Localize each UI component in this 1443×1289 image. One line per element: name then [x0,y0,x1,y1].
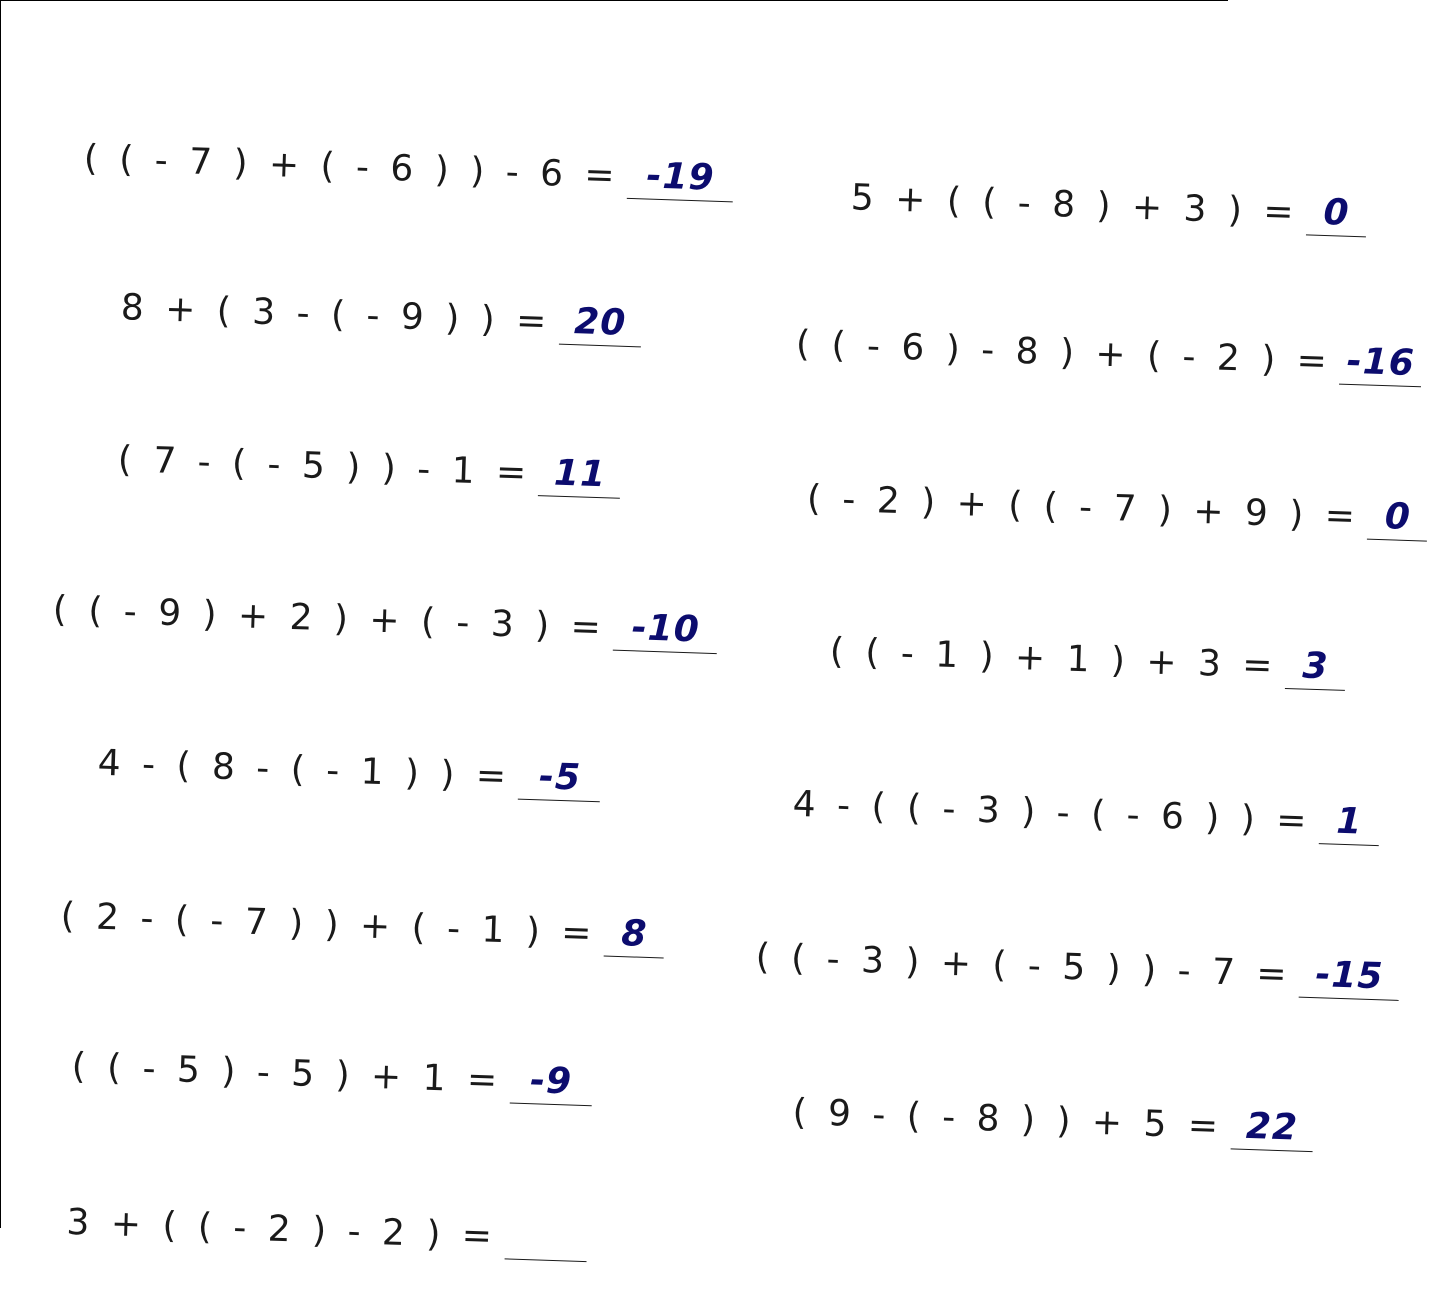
answer-blank[interactable] [1230,1104,1313,1152]
problem-expression: ( 9 - ( - 8 ) ) + 5 = [791,1091,1224,1148]
answer-value: 20 [573,301,628,344]
problem-left-8 [66,1200,588,1262]
problem-left-1 [83,136,734,203]
answer-value: -9 [529,1060,573,1103]
problem-right-5 [792,782,1380,846]
problem-left-5 [97,741,602,803]
answer-value: -15 [1314,954,1385,998]
answer-value: 1 [1335,800,1364,843]
problem-expression: ( ( - 9 ) + 2 ) + ( - 3 ) = [52,589,607,649]
problem-expression: 4 - ( 8 - ( - 1 ) ) = [97,742,512,798]
answer-value: 22 [1245,1105,1299,1149]
problem-right-7 [792,1090,1314,1152]
answer-value: 3 [1301,645,1330,688]
answer-blank[interactable] [627,154,734,202]
answer-value: -5 [538,756,582,799]
problem-left-4 [52,587,718,654]
problem-expression: ( ( - 5 ) - 5 ) + 1 = [71,1045,503,1102]
answer-blank[interactable] [1367,495,1428,542]
answer-blank[interactable] [1339,340,1422,388]
problem-expression: 3 + ( ( - 2 ) - 2 ) = [65,1201,498,1258]
problem-expression: ( ( - 6 ) - 8 ) + ( - 2 ) = [795,323,1333,383]
problem-right-2 [795,322,1422,388]
problem-expression: ( 2 - ( - 7 ) ) + ( - 1 ) = [60,895,598,955]
answer-blank[interactable] [1306,190,1367,237]
worksheet-content [0,1,1416,1269]
answer-value: 11 [553,452,607,496]
problem-right-1 [850,175,1367,237]
answer-blank[interactable] [509,1058,592,1106]
answer-value: -19 [645,155,716,199]
problem-expression: 4 - ( ( - 3 ) - ( - 6 ) ) = [792,783,1313,842]
problem-left-7 [71,1044,593,1106]
problem-expression: ( ( - 7 ) + ( - 6 ) ) - 6 = [83,137,621,197]
answer-value: 0 [1384,496,1412,539]
answer-value: -10 [631,607,701,651]
answer-blank[interactable] [1319,799,1380,846]
problem-left-6 [60,893,665,958]
problem-expression: 5 + ( ( - 8 ) + 3 ) = [850,177,1300,234]
problem-right-4 [829,629,1346,691]
problem-expression: ( ( - 1 ) + 1 ) + 3 = [829,630,1279,687]
answer-blank[interactable] [518,755,601,803]
answer-blank[interactable] [504,1214,587,1262]
answer-blank[interactable] [559,300,642,348]
problem-expression: 8 + ( 3 - ( - 9 ) ) = [120,287,552,343]
answer-blank[interactable] [1299,953,1400,1001]
problem-left-3 [117,437,622,499]
problem-expression: ( - 2 ) + ( ( - 7 ) + 9 ) = [806,478,1361,538]
problem-right-3 [806,476,1428,542]
problem-expression: ( ( - 3 ) + ( - 5 ) ) - 7 = [755,936,1293,996]
answer-blank[interactable] [604,912,665,959]
problem-right-6 [755,935,1400,1001]
answer-value: 0 [1322,191,1351,234]
problem-expression: ( 7 - ( - 5 ) ) - 1 = [117,439,532,494]
answer-blank[interactable] [1285,644,1346,691]
answer-value: 8 [620,913,649,955]
problem-left-2 [120,285,642,347]
answer-blank[interactable] [538,451,621,499]
answer-value: -16 [1346,340,1416,385]
answer-blank[interactable] [613,606,718,654]
